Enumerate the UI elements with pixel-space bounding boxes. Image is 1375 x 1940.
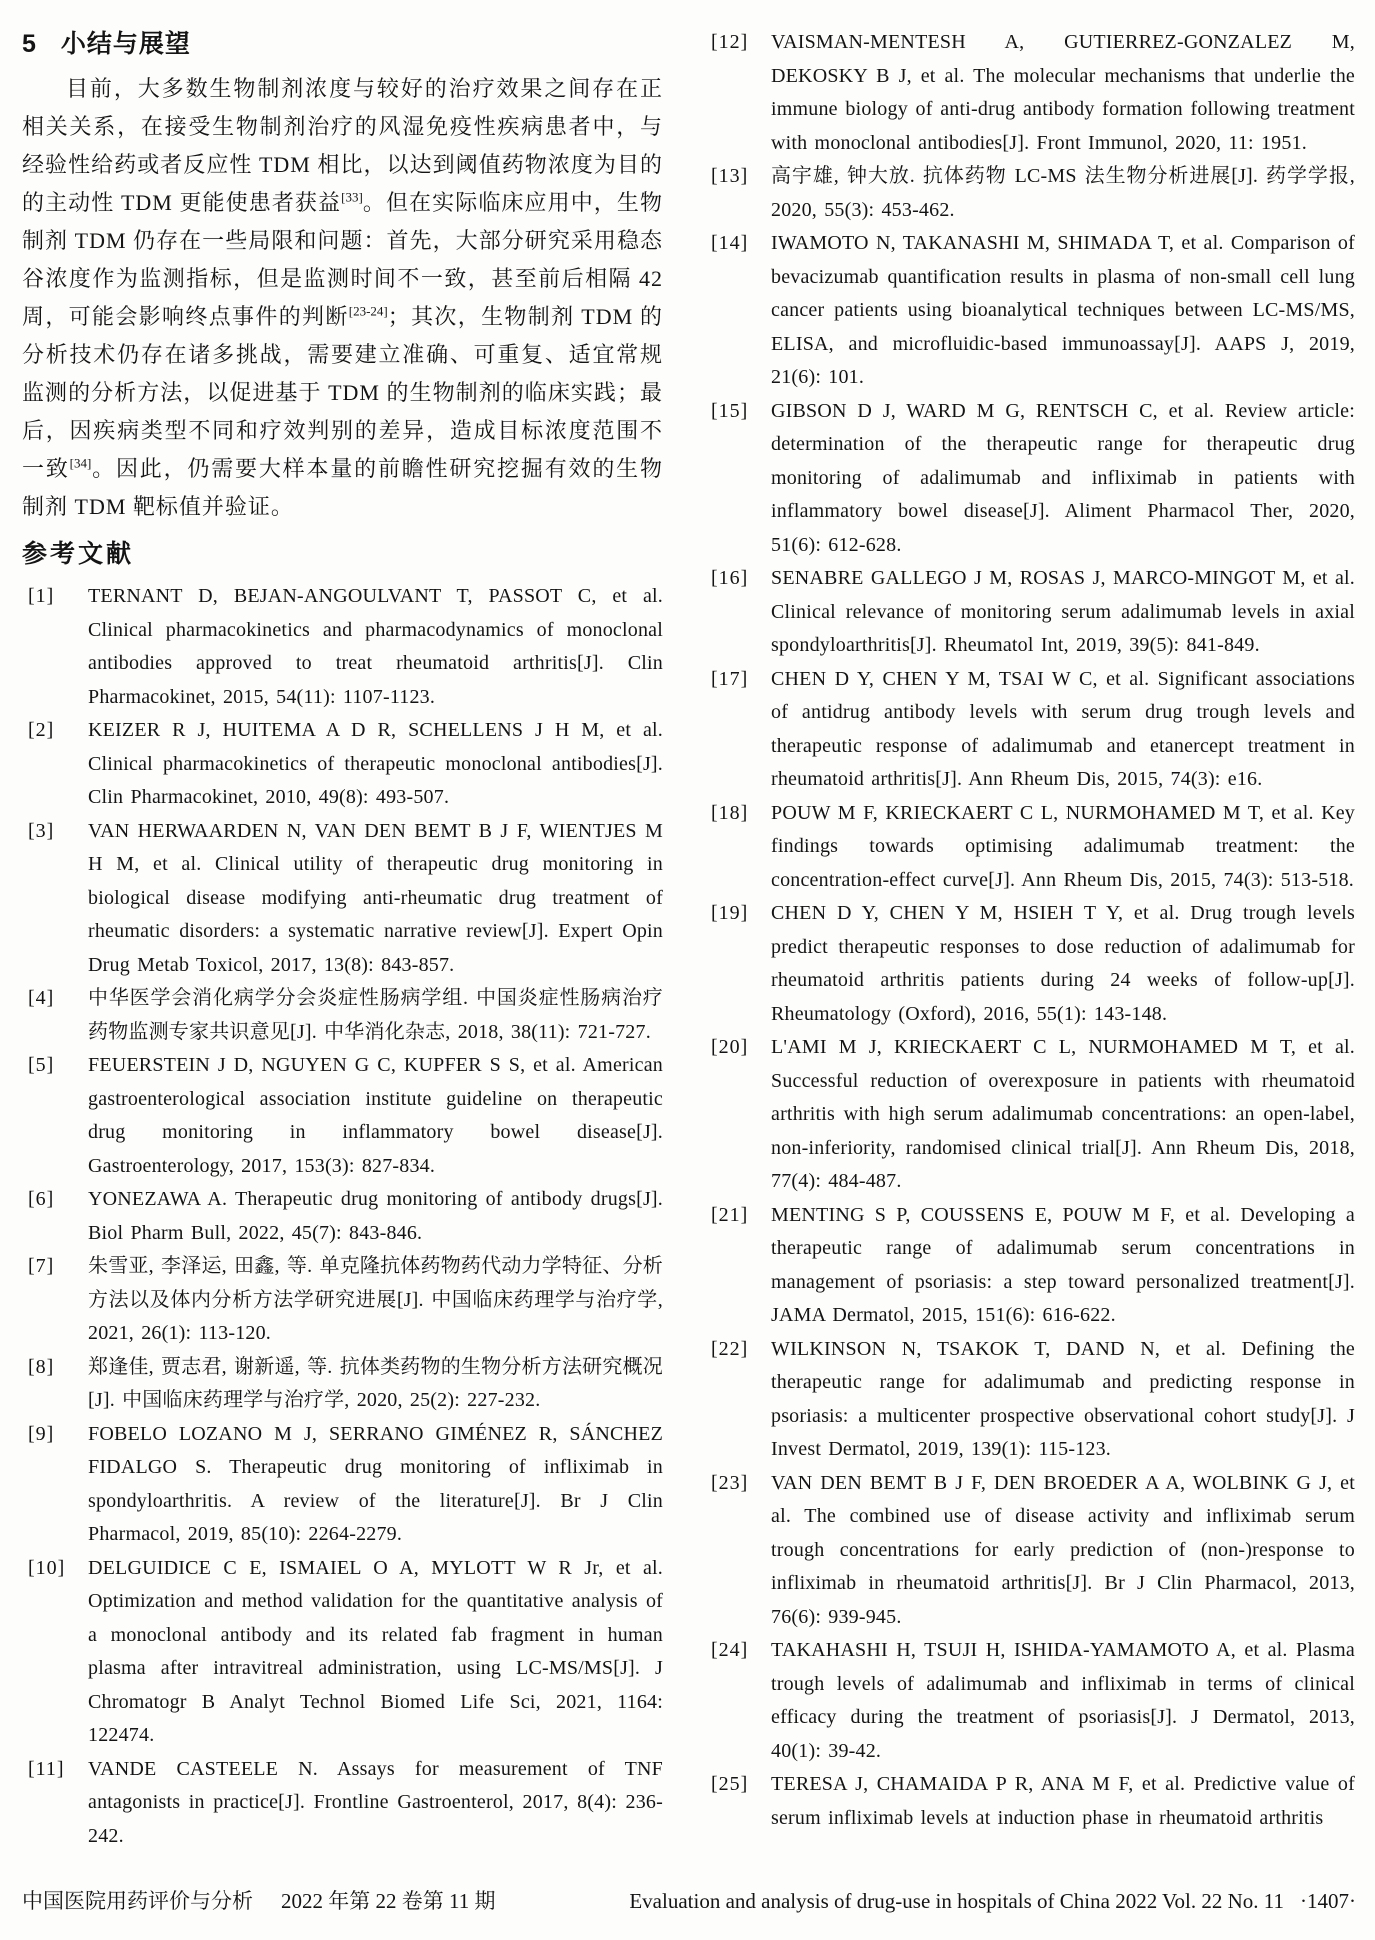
reference-item (705, 1199, 1355, 1333)
section-title: 小结与展望 (60, 30, 191, 58)
reference-number: [20] (711, 1036, 749, 1058)
reference-number: [24] (711, 1639, 749, 1661)
paragraph-text: 。但在实际临床应用中，生物制剂 TDM 仍存在一些局限和问题：首先，大部分研究采用稳态谷浓度作为监测指标，但是监测时间不一致，甚至前后相隔 42 周，可能会影响终点事件的判断 (22, 190, 663, 329)
reference-item (705, 1031, 1355, 1199)
reference-item (22, 1049, 663, 1183)
reference-number: [15] (711, 399, 749, 422)
reference-item (705, 26, 1355, 160)
reference-text: FOBELO LOZANO M J, SERRANO GIMÉNEZ R, SÁNCHEZ FIDALGO S. Therapeutic drug monitoring of infliximab in spondyloarthritis. A review of the literature[J]. Br J Clin Pharmacol, 2019, 85(10): 2264-2279. (88, 1422, 663, 1545)
reference-text: TERESA J, CHAMAIDA P R, ANA M F, et al. Predictive value of serum infliximab levels at induction phase in rheumatoid arthritis (771, 1773, 1355, 1829)
reference-number: [16] (711, 567, 749, 589)
reference-text: L'AMI M J, KRIECKAERT C L, NURMOHAMED M T, et al. Successful reduction of overexposure in patients with rheumatoid arthritis with high serum adalimumab concentrations: an open-label, non-inferiority, randomised clinical trial[J]. Ann Rheum Dis, 2018, 77(4): 484-487. (771, 1036, 1355, 1192)
citation-superscript: [23-24] (348, 303, 388, 319)
left-column (22, 26, 663, 1853)
section-heading (22, 26, 663, 62)
reference-item (22, 714, 663, 815)
reference-item (22, 1250, 663, 1351)
reference-item (22, 1753, 663, 1854)
reference-number: [22] (711, 1337, 749, 1360)
reference-item (705, 395, 1355, 563)
reference-number: [12] (711, 31, 749, 53)
reference-text: TERNANT D, BEJAN-ANGOULVANT T, PASSOT C, et al. Clinical pharmacokinetics and pharmacodynamics of monoclonal antibodies approved to treat rheumatoid arthritis[J]. Clin Pharmacokinet, 2015, 54(11): 1107-1123. (88, 585, 663, 708)
reference-item (705, 562, 1355, 663)
section-number: 5 (22, 30, 37, 58)
reference-text: VAN HERWAARDEN N, VAN DEN BEMT B J F, WIENTJES M H M, et al. Clinical utility of therapeutic drug monitoring in biological disease modifying anti-rheumatic drug treatment of rheumatic disorders: a systematic narrative review[J]. Expert Opin Drug Metab Toxicol, 2017, 13(8): 843-857. (88, 819, 663, 976)
reference-number: [19] (711, 902, 749, 924)
reference-item (22, 1183, 663, 1250)
reference-text: VANDE CASTEELE N. Assays for measurement of TNF antagonists in practice[J]. Frontline Gastroenterol, 2017, 8(4): 236-242. (88, 1757, 663, 1847)
reference-number: [3] (28, 819, 55, 842)
reference-number: [9] (28, 1422, 55, 1445)
reference-text: 中华医学会消化病学分会炎症性肠病学组. 中国炎症性肠病治疗药物监测专家共识意见[J]. 中华消化杂志, 2018, 38(11): 721-727. (88, 987, 663, 1043)
reference-number: [4] (28, 987, 55, 1009)
reference-text: VAISMAN-MENTESH A, GUTIERREZ-GONZALEZ M, DEKOSKY B J, et al. The molecular mechanisms that underlie the immune biology of anti-drug antibody formation following treatment with monoclonal antibodies[J]. Front Immunol, 2020, 11: 1951. (771, 31, 1355, 154)
reference-number: [10] (28, 1556, 66, 1579)
reference-item (22, 1552, 663, 1753)
reference-number: [13] (711, 165, 749, 187)
reference-number: [23] (711, 1471, 749, 1494)
reference-text: DELGUIDICE C E, ISMAIEL O A, MYLOTT W R Jr, et al. Optimization and method validation for the quantitative analysis of a monoclonal antibody and its related fab fragment in human plasma after intravitreal administration, using LC-MS/MS[J]. J Chromatogr B Analyt Technol Biomed Life Sci, 2021, 1164: 122474. (88, 1556, 663, 1746)
footer-page-number: ·1407· (1300, 1889, 1356, 1913)
reference-number: [18] (711, 801, 749, 824)
reference-item (705, 160, 1355, 227)
reference-text: MENTING S P, COUSSENS E, POUW M F, et al. Developing a therapeutic range of adalimumab serum concentrations in management of psoriasis: a step toward personalized treatment[J]. JAMA Dermatol, 2015, 151(6): 616-622. (771, 1203, 1355, 1326)
reference-number: [5] (28, 1054, 55, 1076)
reference-text: 高宇雄, 钟大放. 抗体药物 LC-MS 法生物分析进展[J]. 药学学报, 2020, 55(3): 453-462. (771, 165, 1355, 221)
reference-text: WILKINSON N, TSAKOK T, DAND N, et al. Defining the therapeutic range for adalimumab and predicting response in psoriasis: a multicenter prospective observational cohort study[J]. J Invest Dermatol, 2019, 139(1): 115-123. (771, 1337, 1355, 1460)
reference-item (705, 797, 1355, 898)
reference-number: [25] (711, 1773, 749, 1795)
paragraph-text: ；其次，生物制剂 TDM 的分析技术仍存在诸多挑战，需要建立准确、可重复、适宜常规监测的分析方法，以促进基于 TDM 的生物制剂的临床实践；最后，因疾病类型不同和疗效判别的差异，造成目标浓度范围不一致 (22, 304, 663, 481)
reference-item (22, 1351, 663, 1418)
reference-number: [6] (28, 1188, 55, 1210)
paragraph-text: 。因此，仍需要大样本量的前瞻性研究挖掘有效的生物制剂 TDM 靶标值并验证。 (22, 456, 663, 519)
reference-text: 郑逢佳, 贾志君, 谢新遥, 等. 抗体类药物的生物分析方法研究概况[J]. 中国临床药理学与治疗学, 2020, 25(2): 227-232. (88, 1355, 663, 1411)
reference-item (705, 897, 1355, 1031)
reference-item (705, 227, 1355, 395)
reference-list-left (22, 580, 663, 1853)
reference-number: [21] (711, 1203, 749, 1226)
footer-left (22, 1888, 495, 1914)
reference-text: VAN DEN BEMT B J F, DEN BROEDER A A, WOLBINK G J, et al. The combined use of disease activity and infliximab serum trough concentrations for early prediction of (non-)response to infliximab in rheumatoid arthritis[J]. Br J Clin Pharmacol, 2013, 76(6): 939-945. (771, 1471, 1355, 1628)
reference-item (705, 1634, 1355, 1768)
citation-superscript: [33] (341, 189, 363, 205)
reference-number: [14] (711, 232, 749, 254)
citation-superscript: [34] (69, 455, 92, 471)
reference-number: [2] (28, 719, 55, 741)
footer-journal-en: Evaluation and analysis of drug-use in hospitals of China 2022 Vol. 22 No. 11 (629, 1889, 1284, 1913)
reference-text: POUW M F, KRIECKAERT C L, NURMOHAMED M T, et al. Key findings towards optimising adalimumab treatment: the concentration-effect curve[J]. Ann Rheum Dis, 2015, 74(3): 513-518. (771, 801, 1355, 891)
page-footer (22, 1888, 1356, 1914)
reference-list-right (705, 26, 1355, 1835)
reference-item (22, 982, 663, 1049)
reference-number: [7] (28, 1255, 55, 1277)
reference-item (705, 1333, 1355, 1467)
reference-text: TAKAHASHI H, TSUJI H, ISHIDA-YAMAMOTO A, et al. Plasma trough levels of adalimumab and infliximab in terms of clinical efficacy during the treatment of psoriasis[J]. J Dermatol, 2013, 40(1): 39-42. (771, 1639, 1355, 1762)
footer-right (629, 1888, 1356, 1914)
reference-item (22, 815, 663, 983)
paragraph-text: 目前，大多数生物制剂浓度与较好的治疗效果之间存在正相关关系，在接受生物制剂治疗的风湿免疫性疾病患者中，与经验性给药或者反应性 TDM 相比，以达到阈值药物浓度为目的的主动性 TDM 更能使患者获益 (22, 76, 663, 215)
footer-issue-cn: 2022 年第 22 卷第 11 期 (281, 1889, 496, 1913)
reference-text: KEIZER R J, HUITEMA A D R, SCHELLENS J H M, et al. Clinical pharmacokinetics of therapeutic monoclonal antibodies[J]. Clin Pharmacokinet, 2010, 49(8): 493-507. (88, 719, 663, 808)
reference-item (22, 1418, 663, 1552)
reference-number: [8] (28, 1355, 55, 1378)
reference-item (705, 1467, 1355, 1635)
reference-text: 朱雪亚, 李泽运, 田鑫, 等. 单克隆抗体药物药代动力学特征、分析方法以及体内分析方法学研究进展[J]. 中国临床药理学与治疗学, 2021, 26(1): 113-120. (88, 1255, 663, 1344)
reference-text: SENABRE GALLEGO J M, ROSAS J, MARCO-MINGOT M, et al. Clinical relevance of monitoring serum adalimumab levels in axial spondyloarthritis[J]. Rheumatol Int, 2019, 39(5): 841-849. (771, 567, 1355, 656)
reference-item (705, 1768, 1355, 1835)
reference-text: IWAMOTO N, TAKANASHI M, SHIMADA T, et al. Comparison of bevacizumab quantification results in plasma of non-small cell lung cancer patients using bioanalytical techniques between LC-MS/MS, ELISA, and microfluidic-based immunoassay[J]. AAPS J, 2019, 21(6): 101. (771, 232, 1355, 388)
summary-paragraph (22, 70, 663, 526)
footer-journal-cn: 中国医院用药评价与分析 (22, 1889, 253, 1913)
references-heading: 参考文献 (22, 540, 135, 568)
reference-text: CHEN D Y, CHEN Y M, TSAI W C, et al. Significant associations of antidrug antibody levels with serum drug trough levels and therapeutic response of adalimumab and etanercept treatment in rheumatoid arthritis[J]. Ann Rheum Dis, 2015, 74(3): e16. (771, 667, 1355, 790)
reference-text: CHEN D Y, CHEN Y M, HSIEH T Y, et al. Drug trough levels predict therapeutic responses to dose reduction of adalimumab for rheumatoid arthritis patients during 24 weeks of follow-up[J]. Rheumatology (Oxford), 2016, 55(1): 143-148. (771, 902, 1355, 1025)
reference-number: [17] (711, 667, 749, 690)
reference-number: [11] (28, 1757, 65, 1780)
reference-number: [1] (28, 585, 55, 607)
reference-item (22, 580, 663, 714)
reference-item (705, 663, 1355, 797)
reference-text: YONEZAWA A. Therapeutic drug monitoring of antibody drugs[J]. Biol Pharm Bull, 2022, 45(7): 843-846. (88, 1188, 663, 1244)
reference-text: FEUERSTEIN J D, NGUYEN G C, KUPFER S S, et al. American gastroenterological association institute guideline on therapeutic drug monitoring in inflammatory bowel disease[J]. Gastroenterology, 2017, 153(3): 827-834. (88, 1054, 663, 1177)
right-column (705, 26, 1355, 1835)
reference-text: GIBSON D J, WARD M G, RENTSCH C, et al. Review article: determination of the therapeutic range for therapeutic drug monitoring of adalimumab and infliximab in patients with inflammatory bowel disease[J]. Aliment Pharmacol Ther, 2020, 51(6): 612-628. (771, 399, 1355, 556)
